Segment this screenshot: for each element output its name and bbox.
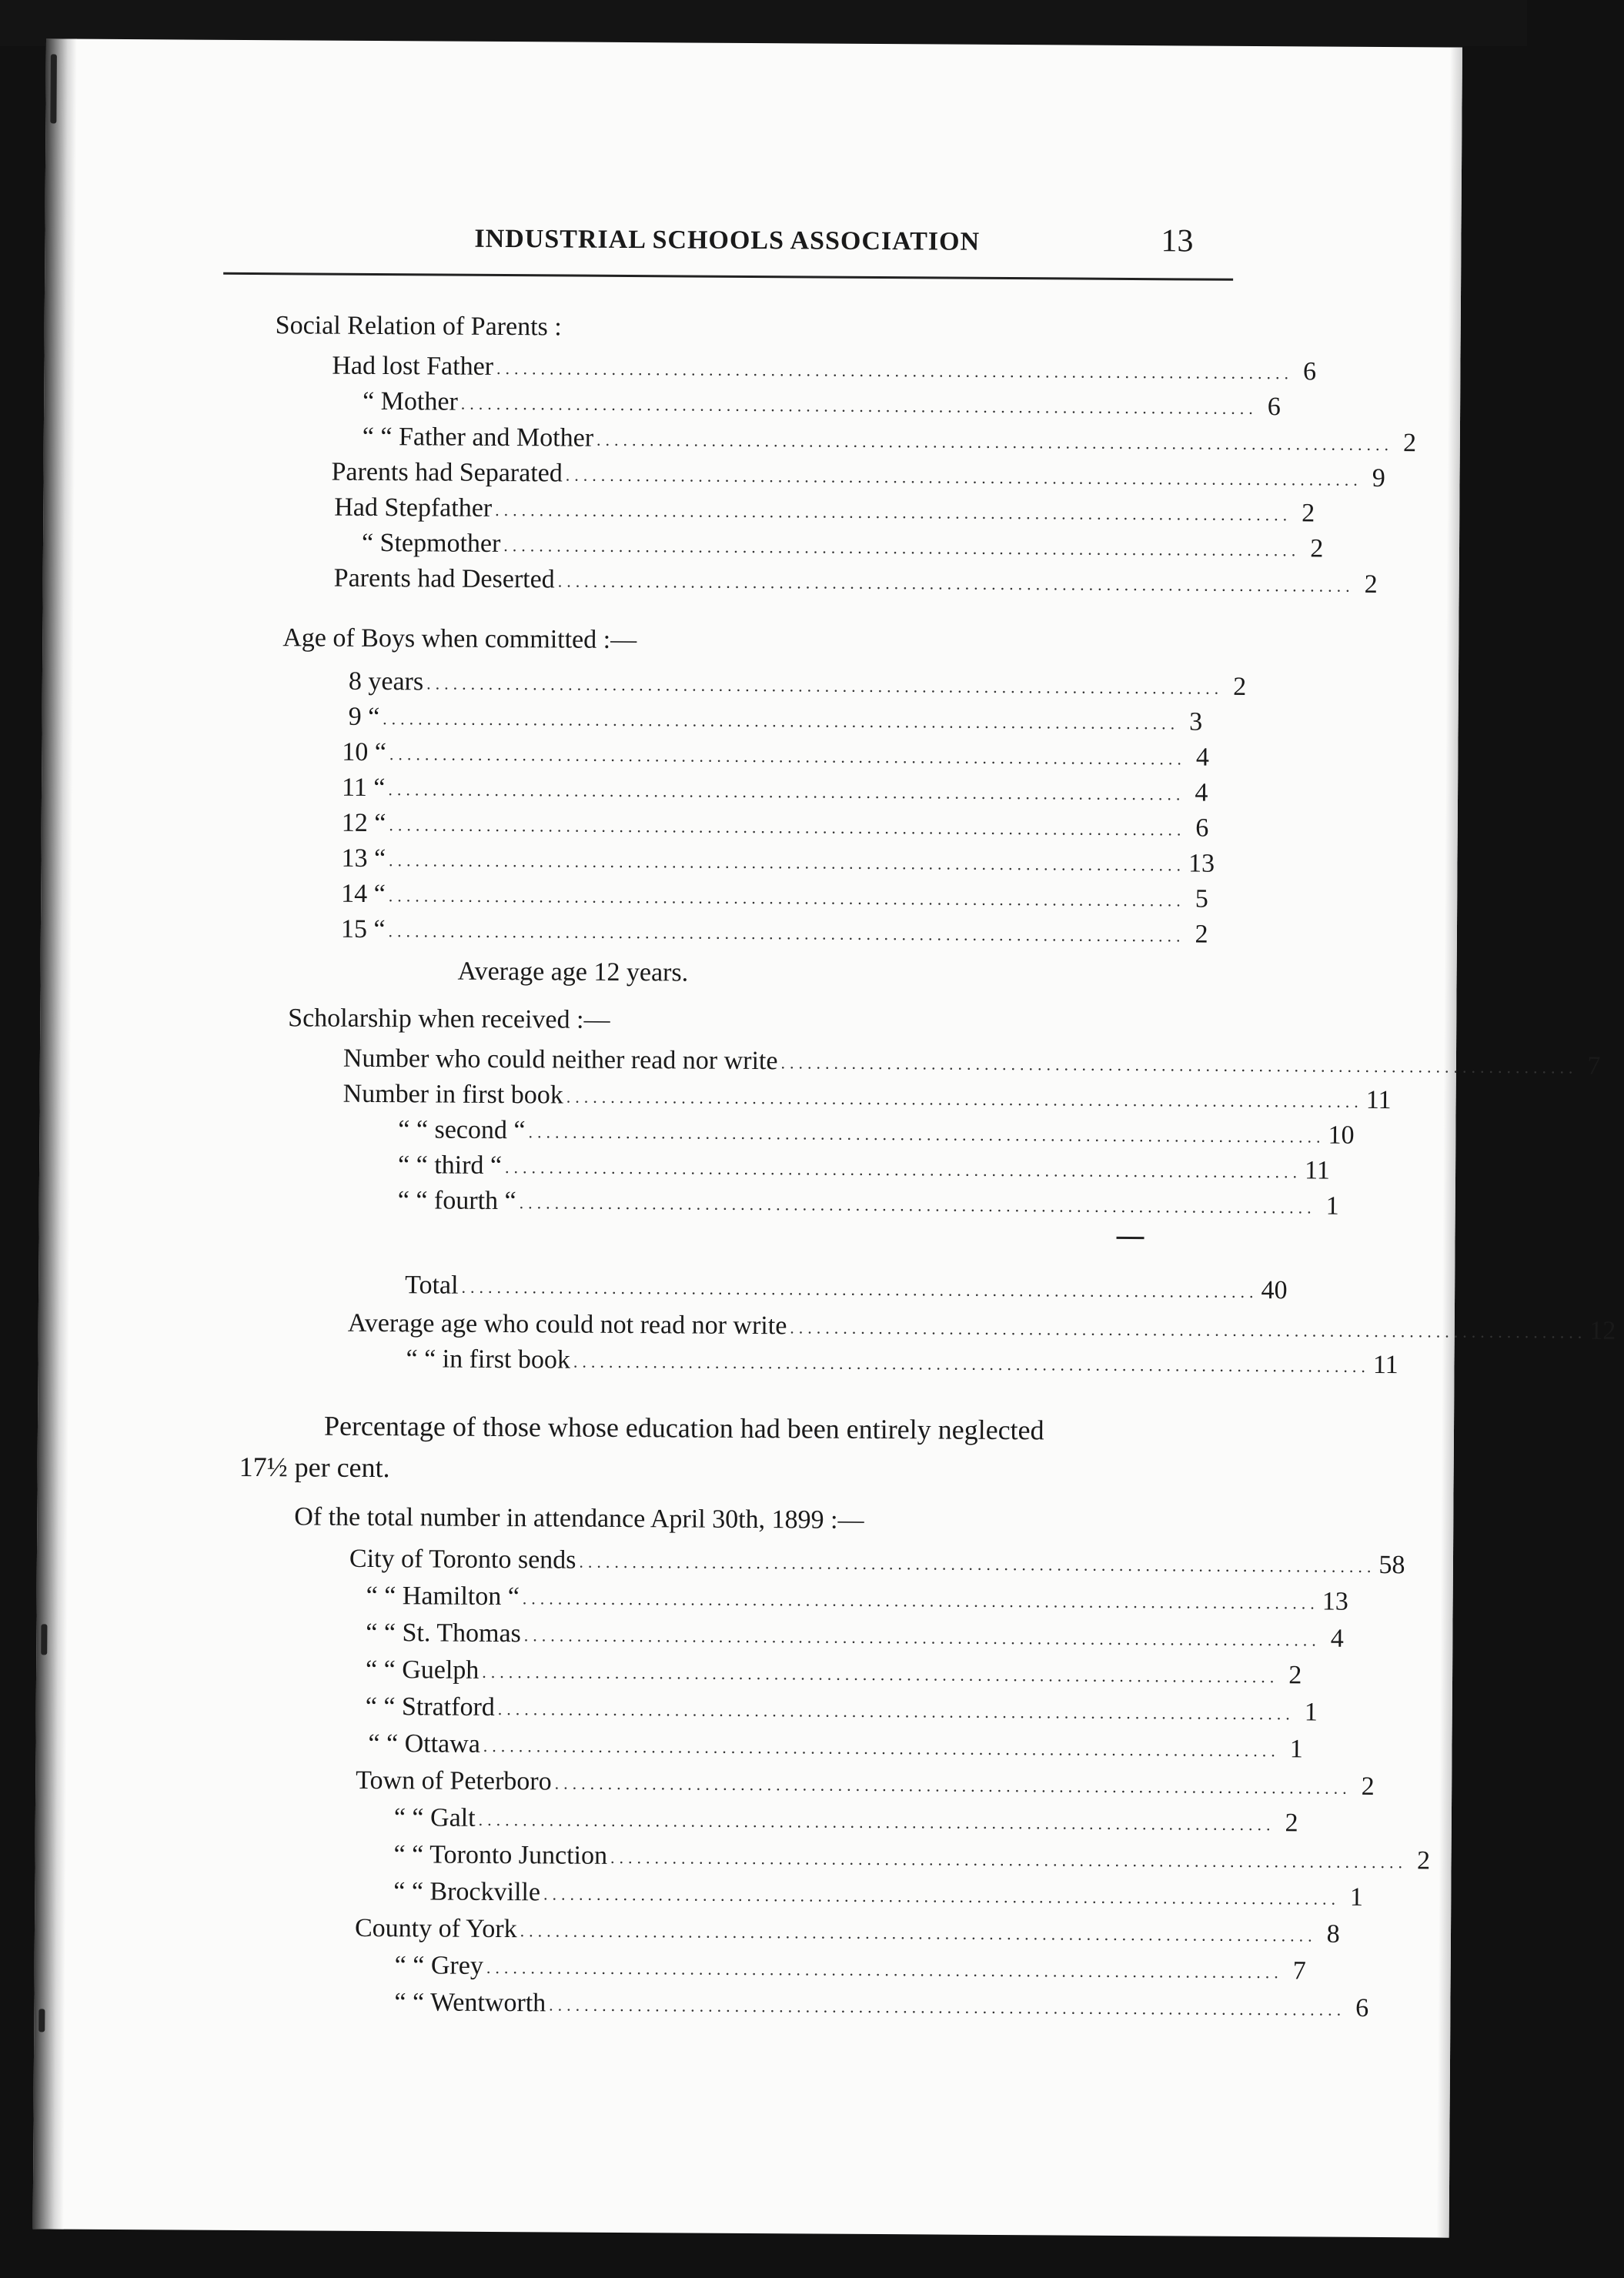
- row-value: 2: [1416, 1846, 1431, 1876]
- row-value: 2: [1310, 534, 1324, 563]
- row-label: “ “ Galt: [393, 1803, 476, 1832]
- row-label: Total: [405, 1271, 459, 1300]
- section-heading-attendance: Of the total number in attendance April 30th, 1899 :—: [294, 1502, 864, 1535]
- leader-dots: ..........................................................................................: [780, 1053, 1578, 1077]
- spine-mark: [38, 2009, 45, 2032]
- leader-dots: ..........................................................................................: [522, 1588, 1319, 1613]
- row-value: 1: [1304, 1698, 1318, 1727]
- row-value: 40: [1261, 1276, 1288, 1305]
- table-row: [347, 1303, 1616, 1345]
- row-value: 10: [1328, 1121, 1355, 1150]
- leader-dots: ..........................................................................................: [497, 1699, 1295, 1724]
- leader-dots: ..........................................................................................: [520, 1921, 1317, 1946]
- leader-dots: ..........................................................................................: [483, 1735, 1280, 1761]
- table-row: [348, 661, 1247, 701]
- row-label: Had lost Father: [332, 351, 494, 381]
- row-value: 6: [1355, 1993, 1369, 2022]
- table-row: [334, 487, 1315, 528]
- row-label: County of York: [354, 1913, 517, 1944]
- leader-dots: ..........................................................................................: [486, 1957, 1283, 1982]
- sum-rule: [1117, 1237, 1144, 1239]
- table-row: [342, 732, 1210, 772]
- spine-mark: [50, 54, 57, 123]
- table-row: [365, 1649, 1302, 1690]
- row-value: 2: [1361, 1772, 1375, 1801]
- section-heading-scholarship: Scholarship when received :—: [288, 1004, 610, 1034]
- section-heading-ages: Age of Boys when committed :—: [282, 623, 637, 655]
- leader-dots: ..........................................................................................: [557, 571, 1355, 596]
- leader-dots: ..........................................................................................: [573, 1351, 1370, 1376]
- table-row: [340, 909, 1208, 949]
- row-value: 2: [1402, 429, 1417, 458]
- table-row: [348, 696, 1203, 737]
- table-row: [341, 873, 1208, 914]
- leader-dots: ..........................................................................................: [426, 673, 1224, 698]
- table-row: [363, 381, 1281, 422]
- row-label: “ “ third “: [397, 1151, 503, 1181]
- row-label: “ “ St. Thomas: [366, 1618, 521, 1648]
- leader-dots: ..........................................................................................: [389, 744, 1186, 769]
- table-row: [366, 1612, 1344, 1653]
- row-value: 6: [1302, 357, 1317, 386]
- table-row: [393, 1834, 1431, 1876]
- table-row: [397, 1180, 1339, 1221]
- row-label: “ “ Hamilton “: [366, 1581, 520, 1612]
- row-label: 11 “: [341, 773, 386, 803]
- row-value: 58: [1378, 1550, 1405, 1580]
- page-number: 13: [1161, 223, 1194, 259]
- table-row: [341, 838, 1215, 878]
- leader-dots: ..........................................................................................: [596, 429, 1394, 455]
- row-label: Parents had Separated: [331, 457, 563, 488]
- leader-dots: ..........................................................................................: [543, 1884, 1341, 1909]
- row-value: 7: [1292, 1956, 1306, 1986]
- row-value: 13: [1188, 849, 1215, 878]
- row-label: “ “ second “: [398, 1115, 526, 1145]
- table-row: [331, 452, 1385, 493]
- leader-dots: ..........................................................................................: [610, 1847, 1408, 1872]
- row-label: Number in first book: [343, 1079, 563, 1110]
- table-row: [365, 1686, 1318, 1727]
- table-row: [394, 1945, 1306, 1986]
- leader-dots: ..........................................................................................: [519, 1193, 1316, 1217]
- row-label: 15 “: [340, 914, 386, 944]
- table-row: [354, 1908, 1340, 1949]
- row-label: “ “ Father and Mother: [362, 422, 594, 453]
- leader-dots: ..........................................................................................: [523, 1625, 1321, 1650]
- percentage-line-1: Percentage of those whose education had been entirely neglected: [323, 1410, 1044, 1446]
- row-value: 5: [1195, 884, 1208, 914]
- row-value: 9: [1372, 463, 1385, 493]
- leader-dots: ..........................................................................................: [566, 1087, 1363, 1111]
- leader-dots: ..........................................................................................: [383, 709, 1180, 733]
- table-row: [397, 1144, 1330, 1185]
- row-value: 1: [1349, 1882, 1364, 1912]
- row-label: “ Stepmother: [361, 528, 501, 558]
- leader-dots: ..........................................................................................: [554, 1773, 1352, 1798]
- leader-dots: ..........................................................................................: [503, 536, 1301, 560]
- row-value: 12: [1589, 1316, 1616, 1345]
- table-row: [349, 1538, 1405, 1580]
- row-value: 2: [1233, 672, 1247, 701]
- leader-dots: ..........................................................................................: [389, 815, 1186, 840]
- header-rule: [223, 272, 1233, 281]
- leader-dots: ..........................................................................................: [504, 1157, 1302, 1182]
- row-value: 8: [1326, 1919, 1340, 1949]
- row-value: 11: [1365, 1085, 1392, 1115]
- row-label: 13 “: [341, 843, 386, 873]
- row-value: 1: [1325, 1191, 1339, 1221]
- leader-dots: ..........................................................................................: [565, 465, 1362, 489]
- row-value: 7: [1587, 1051, 1601, 1081]
- row-label: “ “ Brockville: [393, 1877, 541, 1907]
- leader-dots: ..........................................................................................: [388, 886, 1185, 910]
- table-row: [361, 523, 1324, 563]
- row-value: 4: [1330, 1624, 1344, 1653]
- table-row: [366, 1575, 1348, 1616]
- row-label: Had Stepfather: [334, 493, 493, 523]
- leader-dots: ..........................................................................................: [460, 393, 1258, 419]
- row-value: 4: [1195, 743, 1210, 772]
- row-label: Average age who could not read nor write: [347, 1308, 787, 1341]
- leader-dots: ..........................................................................................: [495, 499, 1292, 525]
- leader-dots: ..........................................................................................: [389, 850, 1186, 875]
- table-row: [368, 1723, 1303, 1764]
- row-label: “ “ Toronto Junction: [393, 1840, 608, 1870]
- row-label: “ “ fourth “: [397, 1186, 516, 1216]
- row-label: “ “ Guelph: [365, 1655, 480, 1685]
- row-label: “ “ Ottawa: [368, 1729, 480, 1759]
- row-label: “ Mother: [363, 386, 458, 416]
- row-value: 2: [1288, 1661, 1302, 1690]
- leader-dots: ..........................................................................................: [388, 921, 1185, 946]
- book-page: [33, 38, 1616, 2237]
- running-head: INDUSTRIAL SCHOOLS ASSOCIATION: [474, 224, 981, 256]
- leader-dots: ..........................................................................................: [496, 358, 1294, 383]
- row-label: City of Toronto sends: [349, 1544, 576, 1575]
- row-label: Number who could neither read nor write: [343, 1044, 778, 1076]
- leader-dots: ..........................................................................................: [549, 1995, 1346, 2019]
- row-value: 2: [1195, 920, 1208, 949]
- row-label: “ “ Stratford: [365, 1692, 495, 1722]
- row-label: 14 “: [341, 879, 386, 909]
- table-row: [343, 1038, 1601, 1081]
- page-edge: [1437, 48, 1462, 2238]
- row-value: 2: [1285, 1809, 1298, 1838]
- table-row: [341, 803, 1209, 843]
- row-label: Parents had Deserted: [333, 563, 555, 594]
- row-label: 9 “: [348, 702, 380, 732]
- row-value: 6: [1267, 392, 1281, 422]
- table-row: [362, 416, 1417, 458]
- leader-dots: ..........................................................................................: [790, 1318, 1587, 1342]
- table-row: [393, 1797, 1298, 1838]
- row-value: 11: [1304, 1156, 1330, 1185]
- leader-dots: ..........................................................................................: [461, 1277, 1258, 1302]
- row-label: “ “ Wentworth: [394, 1988, 546, 2018]
- row-label: Town of Peterboro: [356, 1765, 552, 1796]
- row-value: 13: [1322, 1587, 1348, 1616]
- leader-dots: ..........................................................................................: [388, 780, 1185, 804]
- row-label: 8 years: [348, 666, 424, 696]
- leader-dots: ..........................................................................................: [482, 1662, 1279, 1687]
- table-row: [406, 1338, 1398, 1380]
- row-label: 10 “: [342, 737, 387, 767]
- table-row: [394, 1982, 1369, 2022]
- book-spine: [33, 38, 77, 2229]
- table-row: [341, 767, 1208, 807]
- table-row: [393, 1871, 1364, 1912]
- leader-dots: ..........................................................................................: [528, 1122, 1325, 1147]
- average-age-note: Average age 12 years.: [457, 957, 689, 987]
- table-row: [332, 346, 1317, 386]
- row-label: “ “ in first book: [406, 1344, 571, 1374]
- row-value: 11: [1372, 1350, 1398, 1380]
- table-row: [356, 1760, 1375, 1801]
- row-value: 1: [1289, 1735, 1303, 1764]
- row-label: 12 “: [341, 808, 386, 838]
- row-value: 4: [1195, 778, 1208, 807]
- spine-mark: [41, 1624, 47, 1655]
- row-value: 3: [1189, 707, 1203, 737]
- row-value: 2: [1364, 570, 1378, 599]
- row-value: 2: [1302, 499, 1315, 528]
- leader-dots: ..........................................................................................: [579, 1552, 1376, 1576]
- total-row: [405, 1264, 1288, 1305]
- percentage-line-2: 17½ per cent.: [239, 1451, 390, 1484]
- leader-dots: ..........................................................................................: [478, 1809, 1275, 1835]
- table-row: [343, 1074, 1392, 1115]
- row-value: 6: [1195, 813, 1209, 843]
- table-row: [333, 558, 1378, 599]
- row-label: “ “ Grey: [394, 1951, 484, 1980]
- section-heading-social: Social Relation of Parents :: [275, 311, 562, 342]
- table-row: [398, 1109, 1355, 1150]
